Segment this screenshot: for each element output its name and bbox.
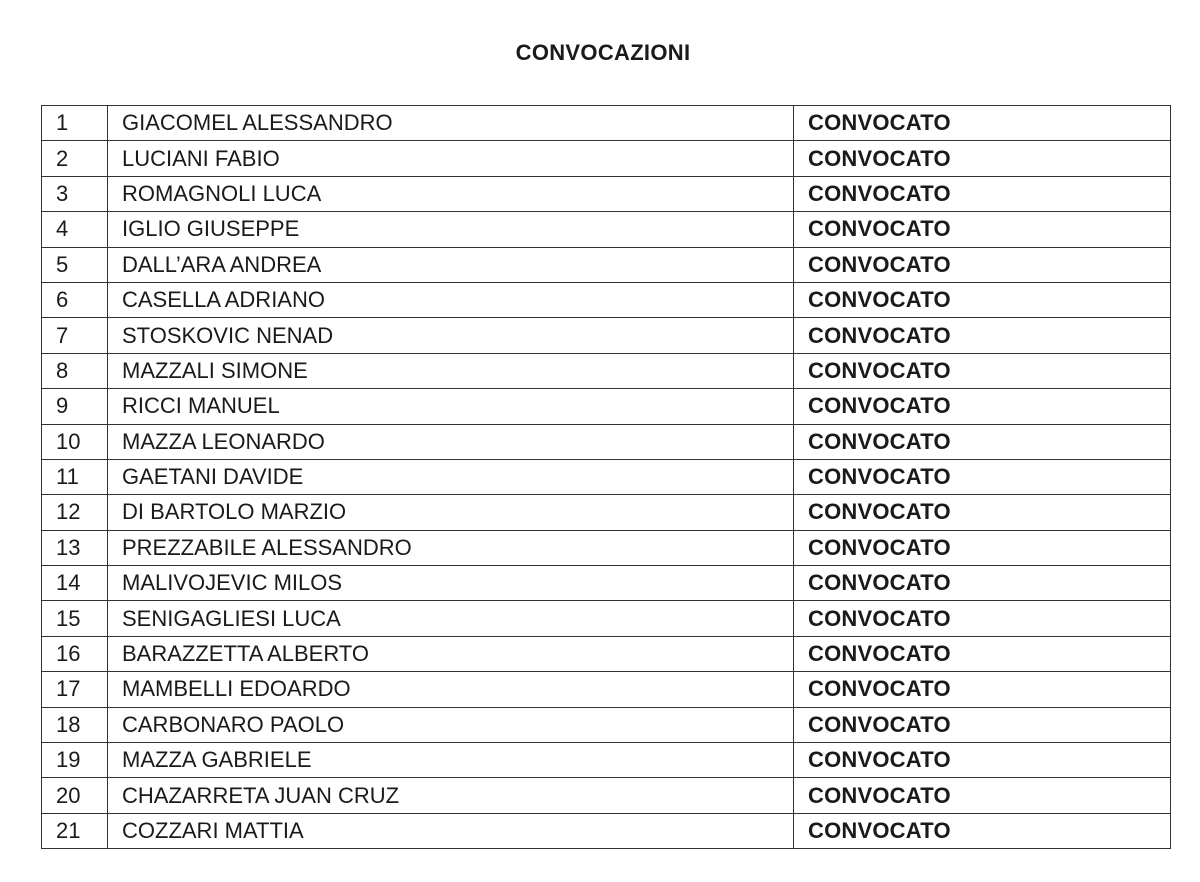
- status-cell: CONVOCATO: [794, 106, 1171, 141]
- player-name: RICCI MANUEL: [108, 389, 794, 424]
- status-cell: CONVOCATO: [794, 247, 1171, 282]
- table-row: [42, 495, 1171, 530]
- status-cell: CONVOCATO: [794, 530, 1171, 565]
- row-number: 8: [42, 353, 108, 388]
- table-row: [42, 318, 1171, 353]
- table-row: [42, 176, 1171, 211]
- player-name: MALIVOJEVIC MILOS: [108, 566, 794, 601]
- status-cell: CONVOCATO: [794, 636, 1171, 671]
- table-row: [42, 707, 1171, 742]
- row-number: 18: [42, 707, 108, 742]
- player-name: PREZZABILE ALESSANDRO: [108, 530, 794, 565]
- row-number: 1: [42, 106, 108, 141]
- player-name: MAMBELLI EDOARDO: [108, 672, 794, 707]
- player-name: CHAZARRETA JUAN CRUZ: [108, 778, 794, 813]
- status-cell: CONVOCATO: [794, 424, 1171, 459]
- status-cell: CONVOCATO: [794, 566, 1171, 601]
- row-number: 15: [42, 601, 108, 636]
- row-number: 11: [42, 459, 108, 494]
- status-cell: CONVOCATO: [794, 389, 1171, 424]
- player-name: CASELLA ADRIANO: [108, 282, 794, 317]
- row-number: 12: [42, 495, 108, 530]
- table-row: [42, 247, 1171, 282]
- status-cell: CONVOCATO: [794, 778, 1171, 813]
- player-name: MAZZALI SIMONE: [108, 353, 794, 388]
- player-name: LUCIANI FABIO: [108, 141, 794, 176]
- status-cell: CONVOCATO: [794, 353, 1171, 388]
- status-cell: CONVOCATO: [794, 813, 1171, 848]
- status-cell: CONVOCATO: [794, 176, 1171, 211]
- row-number: 20: [42, 778, 108, 813]
- status-cell: CONVOCATO: [794, 707, 1171, 742]
- row-number: 21: [42, 813, 108, 848]
- row-number: 6: [42, 282, 108, 317]
- row-number: 16: [42, 636, 108, 671]
- row-number: 3: [42, 176, 108, 211]
- player-name: CARBONARO PAOLO: [108, 707, 794, 742]
- table-row: [42, 672, 1171, 707]
- player-name: DI BARTOLO MARZIO: [108, 495, 794, 530]
- row-number: 19: [42, 743, 108, 778]
- row-number: 14: [42, 566, 108, 601]
- table-row: [42, 459, 1171, 494]
- status-cell: CONVOCATO: [794, 141, 1171, 176]
- row-number: 4: [42, 212, 108, 247]
- table-row: [42, 778, 1171, 813]
- table-row: [42, 743, 1171, 778]
- table-row: [42, 636, 1171, 671]
- row-number: 5: [42, 247, 108, 282]
- table-row: [42, 282, 1171, 317]
- row-number: 9: [42, 389, 108, 424]
- table-row: [42, 813, 1171, 848]
- status-cell: CONVOCATO: [794, 282, 1171, 317]
- status-cell: CONVOCATO: [794, 601, 1171, 636]
- row-number: 13: [42, 530, 108, 565]
- table-row: [42, 530, 1171, 565]
- status-cell: CONVOCATO: [794, 212, 1171, 247]
- table-row: [42, 424, 1171, 459]
- row-number: 2: [42, 141, 108, 176]
- player-name: COZZARI MATTIA: [108, 813, 794, 848]
- player-name: MAZZA LEONARDO: [108, 424, 794, 459]
- player-name: DALL’ARA ANDREA: [108, 247, 794, 282]
- convocation-table: [41, 105, 1171, 849]
- row-number: 7: [42, 318, 108, 353]
- table-row: [42, 106, 1171, 141]
- player-name: GIACOMEL ALESSANDRO: [108, 106, 794, 141]
- table-row: [42, 353, 1171, 388]
- status-cell: CONVOCATO: [794, 743, 1171, 778]
- player-name: SENIGAGLIESI LUCA: [108, 601, 794, 636]
- row-number: 17: [42, 672, 108, 707]
- convocation-table-body: [42, 106, 1171, 849]
- table-row: [42, 601, 1171, 636]
- player-name: BARAZZETTA ALBERTO: [108, 636, 794, 671]
- player-name: GAETANI DAVIDE: [108, 459, 794, 494]
- status-cell: CONVOCATO: [794, 318, 1171, 353]
- player-name: MAZZA GABRIELE: [108, 743, 794, 778]
- player-name: ROMAGNOLI LUCA: [108, 176, 794, 211]
- table-row: [42, 389, 1171, 424]
- status-cell: CONVOCATO: [794, 495, 1171, 530]
- page-title: CONVOCAZIONI: [515, 40, 691, 65]
- table-row: [42, 212, 1171, 247]
- status-cell: CONVOCATO: [794, 672, 1171, 707]
- player-name: STOSKOVIC NENAD: [108, 318, 794, 353]
- table-row: [42, 141, 1171, 176]
- player-name: IGLIO GIUSEPPE: [108, 212, 794, 247]
- table-row: [42, 566, 1171, 601]
- row-number: 10: [42, 424, 108, 459]
- status-cell: CONVOCATO: [794, 459, 1171, 494]
